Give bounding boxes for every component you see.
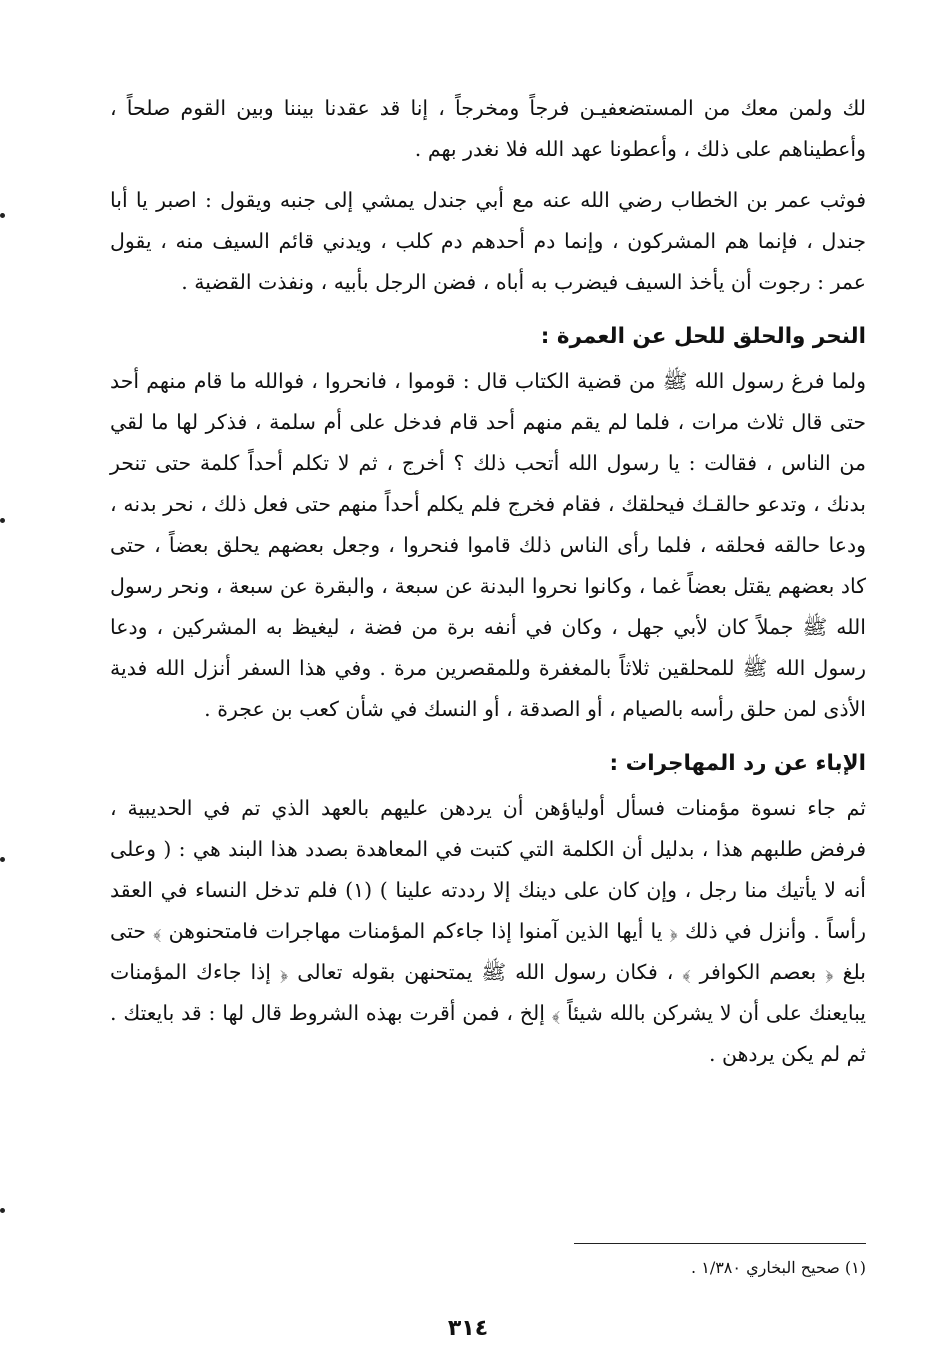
margin-mark <box>0 857 5 862</box>
footnote-divider <box>574 1243 866 1244</box>
paragraph-4: ثم جاء نسوة مؤمنات فسأل أولياؤهن أن يردهن عليهم بالعهد الذي تم في الحديبية ، فرفض طلبهم هذا ، بدليل أن الكلمة التي كتبت في المعاهدة بصدد هذا البند هي : ( وعلى أنه لا يأتيك منا رجل ، وإن كان على دينك إلا رددته علينا ) (١) فلم تدخل النساء في العقد رأساً . وأنزل في ذلك ﴿ يا أيها الذين آمنوا إذا جاءكم المؤمنات مهاجرات فامتحنوهن ﴾ حتى بلغ ﴿ بعصم الكوافر ﴾ ، فكان رسول الله ﷺ يمتحنهن بقوله تعالى ﴿ إذا جاءك المؤمنات يبايعنك على أن لا يشركن بالله شيئاً ﴾ إلخ ، فمن أقرت بهذه الشروط قال لها : قد بايعتك . ثم لم يكن يردهن . <box>110 796 867 1066</box>
paragraph-3: ولما فرغ رسول الله ﷺ من قضية الكتاب قال : قوموا ، فانحروا ، فوالله ما قام منهم أحد حتى قال ثلاث مرات ، فلما لم يقم منهم أحد قام فدخل على أم سلمة ، فذكر لها ما لقي من الناس ، فقالت : يا رسول الله أتحب ذلك ؟ أخرج ، ثم لا تكلم أحداً كلمة حتى تنحر بدنك ، وتدعو حالقـك فيحلقك ، فقام فخرج فلم يكلم أحداً منهم حتى فعل ذلك ، نحر بدنه ، ودعا حالقه فحلقه ، فلما رأى الناس ذلك قاموا فنحروا ، وجعل بعضهم يحلق بعضاً ، حتى كاد بعضهم يقتل بعضاً غما ، وكانوا نحروا البدنة عن سبعة ، والبقرة عن سبعة ، ونحر رسول الله ﷺ جملاً كان لأبي جهل ، وكان في أنفه برة من فضة ، ليغيظ به المشركين ، ودعا رسول الله ﷺ للمحلقين ثلاثاً بالمغفرة وللمقصرين مرة . وفي هذا السفر أنزل الله فدية الأذى لمن حلق رأسه بالصيام ، أو الصدقة ، أو النسك في شأن كعب بن عجرة . <box>110 369 866 721</box>
footnote: (١) صحيح البخاري ١/٣٨٠ . <box>691 1258 866 1277</box>
margin-mark <box>0 518 5 523</box>
page-number: ٣١٤ <box>447 1316 489 1341</box>
section-heading-emigrant-women: الإباء عن رد المهاجرات : <box>609 751 866 776</box>
page-body <box>110 88 866 1081</box>
margin-mark <box>0 1208 5 1213</box>
section-heading-sacrifice: النحر والحلق للحل عن العمرة : <box>540 324 866 349</box>
paragraph-2: فوثب عمر بن الخطاب رضي الله عنه مع أبي جندل يمشي إلى جنبه ويقول : اصبر يا أبا جندل ، فإنما هم المشركون ، وإنما دم أحدهم دم كلب ، ويدني قائم السيف منه ، يقول عمر : رجوت أن يأخذ السيف فيضرب به أباه ، فضن الرجل بأبيه ، ونفذت القضية . <box>110 188 866 294</box>
margin-mark <box>0 213 5 218</box>
paragraph-1: لك ولمن معك من المستضعفيـن فرجاً ومخرجاً ، إنا قد عقدنا بيننا وبين القوم صلحاً ، وأعطيناهم على ذلك ، وأعطونا عهد الله فلا نغدر بهم . <box>110 96 866 161</box>
